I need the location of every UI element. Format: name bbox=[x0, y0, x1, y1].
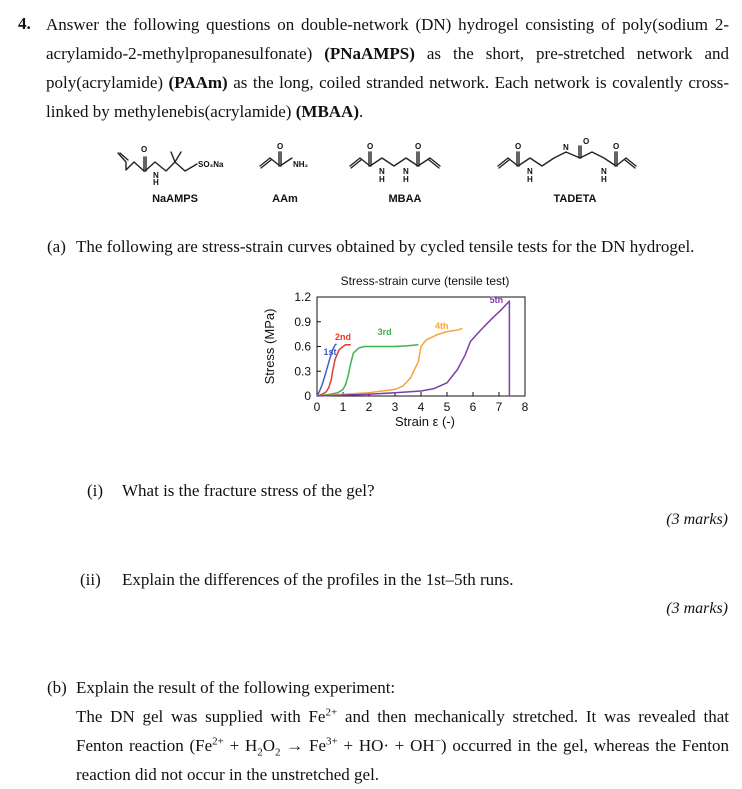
mbaa-atom-h1: H bbox=[379, 175, 385, 184]
mbaa-atom-h2: H bbox=[403, 175, 409, 184]
part-b-seg-7: ) occurred in the gel, whereas the Fenton reaction did not occur in the unstretched gel. bbox=[76, 736, 729, 784]
part-b-sup-4: − bbox=[434, 735, 441, 748]
x-tick-label: 6 bbox=[469, 400, 477, 414]
mbaa-structure bbox=[350, 152, 440, 168]
question-intro bbox=[46, 10, 729, 126]
part-b-seg-6: + HO· + OH bbox=[337, 736, 435, 755]
part-b-seg-1: The DN gel was supplied with Fe bbox=[76, 707, 326, 726]
question-number: 4. bbox=[18, 14, 31, 33]
annotation-4th: 4th bbox=[435, 321, 449, 332]
sub-ii-label: (ii) bbox=[80, 570, 101, 589]
y-tick-label: 0 bbox=[304, 389, 311, 403]
chart-xlabel: Strain ε (-) bbox=[395, 414, 455, 429]
annotation-1st: 1st bbox=[323, 346, 337, 357]
part-b-paragraph bbox=[76, 702, 729, 789]
intro-term-pnaamps: (PNaAMPS) bbox=[324, 44, 415, 63]
mbaa-atom-n2: N bbox=[403, 167, 409, 176]
annotation-3rd: 3rd bbox=[377, 326, 392, 337]
tadeta-atom-n3: N bbox=[601, 167, 607, 176]
y-tick-label: 0.3 bbox=[294, 364, 311, 379]
sub-i-marks: (3 marks) bbox=[666, 511, 728, 528]
part-b-text: Explain the result of the following experiment: bbox=[76, 678, 396, 697]
tadeta-atom-o1: O bbox=[515, 142, 522, 151]
part-b-label: (b) bbox=[47, 678, 67, 697]
sub-ii-marks: (3 marks) bbox=[666, 600, 728, 617]
y-tick-label: 0.6 bbox=[294, 339, 311, 354]
part-b-seg-3: + H bbox=[223, 736, 258, 755]
part-b-sup-3: 3+ bbox=[326, 735, 338, 748]
naamps-atom-h: H bbox=[153, 178, 159, 187]
tadeta-atom-o2: O bbox=[583, 137, 590, 146]
intro-term-mbaa: (MBAA) bbox=[295, 102, 359, 121]
x-tick-label: 4 bbox=[417, 400, 425, 414]
x-tick-label: 5 bbox=[443, 400, 451, 414]
label-aam: AAm bbox=[272, 193, 298, 205]
naamps-atom-n: N bbox=[153, 171, 159, 180]
naamps-atom-o: O bbox=[141, 145, 148, 154]
tadeta-atom-n1: N bbox=[527, 167, 533, 176]
sub-ii-text: Explain the differences of the profiles in the 1st–5th runs. bbox=[122, 570, 514, 589]
tadeta-atom-h3: H bbox=[601, 175, 607, 184]
part-b-seg-5: → Fe bbox=[280, 736, 327, 755]
intro-text-3: as the long, coiled stranded network. Each network is covalently cross-linked by methylenebis(acrylamide) bbox=[46, 73, 729, 121]
chart-title: Stress-strain curve (tensile test) bbox=[340, 274, 510, 288]
part-a-label: (a) bbox=[47, 237, 66, 256]
aam-atom-nh2: NH₂ bbox=[293, 160, 309, 169]
stress-strain-chart bbox=[255, 270, 555, 440]
x-tick-label: 1 bbox=[339, 400, 347, 414]
part-b-sub-1: 2 bbox=[257, 746, 263, 759]
x-tick-label: 0 bbox=[313, 400, 321, 414]
label-naamps: NaAMPS bbox=[152, 193, 198, 205]
tadeta-atom-h1: H bbox=[527, 175, 533, 184]
y-tick-label: 1.2 bbox=[294, 290, 311, 304]
x-tick-label: 2 bbox=[365, 400, 373, 414]
chart-ylabel: Stress (MPa) bbox=[262, 308, 277, 385]
aam-atom-o: O bbox=[277, 142, 284, 151]
intro-text-2: as the short, pre-stretched network and poly(acrylamide) bbox=[46, 44, 729, 92]
sub-i-text: What is the fracture stress of the gel? bbox=[122, 481, 375, 500]
mbaa-atom-o1: O bbox=[367, 142, 374, 151]
mbaa-atom-n1: N bbox=[379, 167, 385, 176]
part-b-seg-4: O bbox=[262, 736, 276, 755]
naamps-structure bbox=[118, 152, 197, 171]
y-tick-label: 0.9 bbox=[294, 314, 311, 329]
part-a-text: The following are stress-strain curves obtained by cycled tensile tests for the DN hydrogel. bbox=[76, 237, 695, 256]
intro-text-1: Answer the following questions on double-network (DN) hydrogel consisting of poly(sodium 2-acrylamido-2-methylpropanesulfonate) bbox=[46, 15, 729, 63]
aam-structure bbox=[260, 152, 292, 168]
part-b-sub-2: 2 bbox=[275, 746, 281, 759]
part-b-seg-2: and then mechanically stretched. It was revealed that Fenton reaction (Fe bbox=[76, 707, 729, 755]
annotation-5th: 5th bbox=[489, 294, 504, 305]
mbaa-atom-o2: O bbox=[415, 142, 422, 151]
x-tick-label: 7 bbox=[495, 400, 503, 414]
x-tick-label: 3 bbox=[391, 400, 399, 414]
tadeta-atom-o3: O bbox=[613, 142, 620, 151]
intro-text-4: . bbox=[359, 102, 364, 121]
annotation-2nd: 2nd bbox=[334, 331, 352, 342]
x-tick-label: 8 bbox=[521, 400, 529, 414]
tadeta-atom-n2: N bbox=[563, 143, 569, 152]
naamps-atom-so3na: SO₃Na bbox=[198, 160, 224, 169]
part-b-sup-1: 2+ bbox=[325, 706, 338, 719]
label-tadeta: TADETA bbox=[553, 193, 597, 205]
intro-term-paam: (PAAm) bbox=[168, 73, 228, 92]
sub-i-label: (i) bbox=[87, 481, 104, 500]
label-mbaa: MBAA bbox=[388, 193, 422, 205]
part-b-sup-2: 2+ bbox=[212, 735, 224, 748]
